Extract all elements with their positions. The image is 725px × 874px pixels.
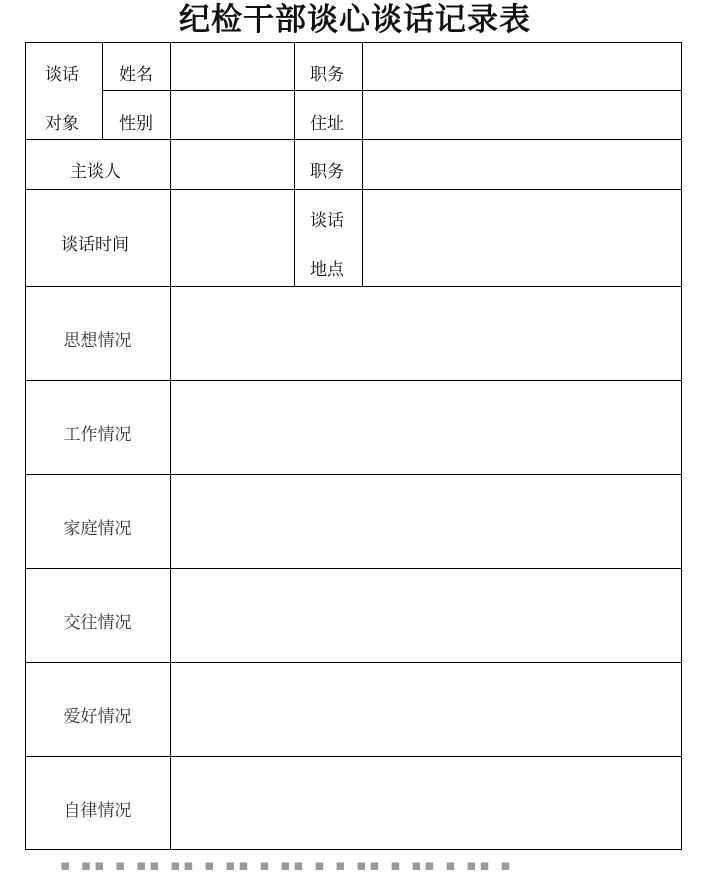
column-divider bbox=[102, 42, 103, 140]
column-divider bbox=[294, 42, 295, 287]
subject-label-line1: 谈话 bbox=[45, 65, 79, 85]
discipline-field[interactable] bbox=[171, 757, 681, 849]
subject-position-field[interactable] bbox=[363, 43, 681, 90]
section-label-social: 交往情况 bbox=[63, 613, 132, 633]
section-label-hobby: 爱好情况 bbox=[63, 707, 132, 727]
subject-position-label: 职务 bbox=[310, 65, 344, 85]
section-label-work: 工作情况 bbox=[63, 425, 132, 445]
interview-record-table bbox=[25, 42, 682, 850]
host-label: 主谈人 bbox=[70, 162, 121, 182]
section-label-discipline: 自律情况 bbox=[63, 801, 132, 821]
section-label-thought: 思想情况 bbox=[63, 331, 132, 351]
name-label: 姓名 bbox=[119, 65, 153, 85]
location-label-line1: 谈话 bbox=[310, 211, 344, 231]
subject-label-line2: 对象 bbox=[45, 114, 79, 134]
social-field[interactable] bbox=[171, 569, 681, 662]
location-label-line2: 地点 bbox=[310, 260, 344, 280]
host-position-field[interactable] bbox=[363, 140, 681, 189]
gender-field[interactable] bbox=[171, 91, 294, 139]
work-field[interactable] bbox=[171, 381, 681, 474]
name-field[interactable] bbox=[171, 43, 294, 90]
form-title: 纪检干部谈心谈话记录表 bbox=[179, 2, 531, 38]
host-position-label: 职务 bbox=[310, 162, 344, 182]
hobby-field[interactable] bbox=[171, 663, 681, 756]
table-border-right bbox=[681, 42, 682, 850]
time-label: 谈话时间 bbox=[61, 235, 129, 255]
gender-label: 性别 bbox=[119, 114, 153, 134]
section-label-family: 家庭情况 bbox=[63, 519, 132, 539]
table-border-bottom bbox=[25, 849, 682, 850]
thought-field[interactable] bbox=[171, 287, 681, 380]
time-field[interactable] bbox=[171, 190, 294, 286]
location-field[interactable] bbox=[363, 190, 681, 286]
host-field[interactable] bbox=[171, 140, 294, 189]
address-label: 住址 bbox=[310, 114, 344, 134]
family-field[interactable] bbox=[171, 475, 681, 568]
table-border-left bbox=[25, 42, 26, 850]
cropped-text-fragment: ▪ ▪▪ ▪ ▪▪ ▪▪ ▪ ▪▪ ▪ ▪▪ ▪ ▪ ▪▪ ▪ ▪▪ ▪ ▪▪ ▪ bbox=[60, 856, 514, 874]
address-field[interactable] bbox=[363, 91, 681, 139]
